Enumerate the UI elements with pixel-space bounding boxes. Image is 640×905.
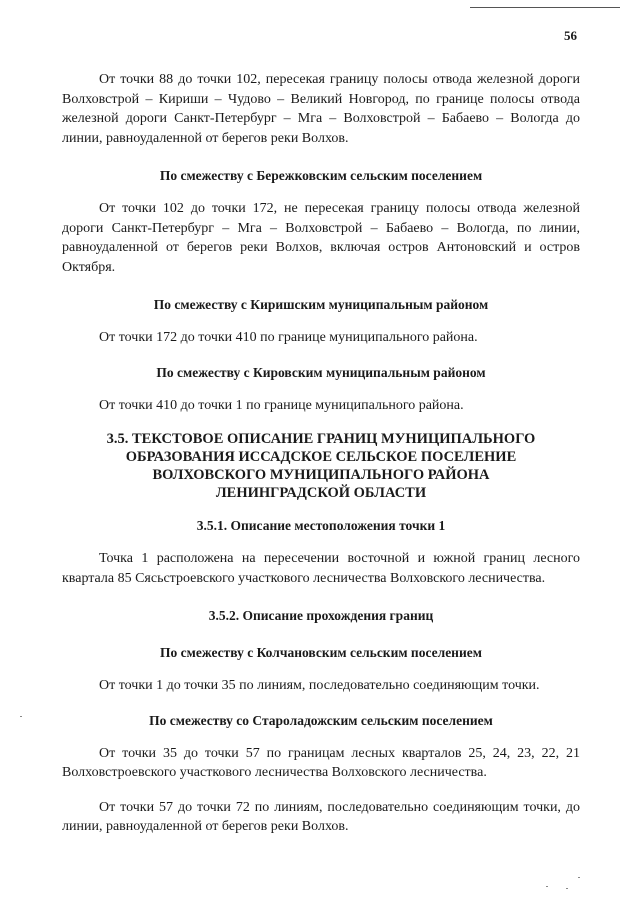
scan-speck	[546, 886, 548, 887]
section-title	[62, 430, 580, 502]
paragraph: От точки 102 до точки 172, не пересекая границу полосы отвода железной дороги Санкт-Петербург – Мга – Волховстрой – Бабаево – Вологда, по линии, равноудаленной от берегов реки Волхов, включая остров Антоновский и остров Октября.	[62, 201, 580, 275]
paragraph: От точки 172 до точки 410 по границе муниципального района.	[99, 330, 478, 345]
document-body	[62, 70, 580, 837]
paragraph: От точки 410 до точки 1 по границе муниципального района.	[99, 397, 464, 413]
scan-speck	[566, 888, 568, 889]
page-number: 56	[564, 28, 577, 43]
subsection-heading: По смежеству со Староладожским сельским поселением	[149, 712, 493, 728]
subsection-heading: По смежеству с Кировским муниципальным районом	[156, 364, 486, 380]
paragraph: От точки 57 до точки 72 по линиям, последовательно соединяющим точки, до линии, равноудаленной от берегов реки Волхов.	[62, 799, 580, 834]
paragraph: От точки 88 до точки 102, пересекая границу полосы отвода железной дороги Волховстрой – Кириши – Чудово – Великий Новгород, по границе полосы отвода железной дороги Санкт-Петербург – Мга – Волховстрой – Бабаево – Вологда до линии, равноудаленной от берегов реки Волхов.	[62, 72, 580, 146]
section-title-line: ОБРАЗОВАНИЯ ИССАДСКОЕ СЕЛЬСКОЕ ПОСЕЛЕНИЕ	[125, 449, 517, 465]
top-rule	[470, 7, 620, 8]
section-title-line: 3.5. ТЕКСТОВОЕ ОПИСАНИЕ ГРАНИЦ МУНИЦИПАЛЬНОГО	[106, 431, 536, 447]
paragraph: Точка 1 расположена на пересечении восточной и южной границ лесного квартала 85 Сясьстроевского участкового лесничества Волховского лесничества.	[62, 551, 580, 586]
paragraph: От точки 1 до точки 35 по линиям, последовательно соединяющим точки.	[99, 678, 540, 693]
paragraph: От точки 35 до точки 57 по границам лесных кварталов 25, 24, 23, 22, 21 Волховстроевского участкового лесничества Волховского лесничества.	[62, 745, 580, 780]
scan-speck	[20, 716, 22, 717]
subsection-heading: По смежеству с Бережковским сельским поселением	[159, 168, 483, 183]
scan-speck	[578, 877, 580, 878]
section-title-line: ВОЛХОВСКОГО МУНИЦИПАЛЬНОГО РАЙОНА	[152, 467, 490, 483]
subsection-heading: По смежеству с Киришским муниципальным районом	[153, 297, 489, 312]
subsection-heading: 3.5.1. Описание местоположения точки 1	[196, 518, 446, 533]
section-title-line: ЛЕНИНГРАДСКОЙ ОБЛАСТИ	[215, 485, 427, 501]
subsection-heading: 3.5.2. Описание прохождения границ	[208, 608, 434, 623]
subsection-heading: По смежеству с Колчановским сельским поселением	[160, 645, 482, 660]
